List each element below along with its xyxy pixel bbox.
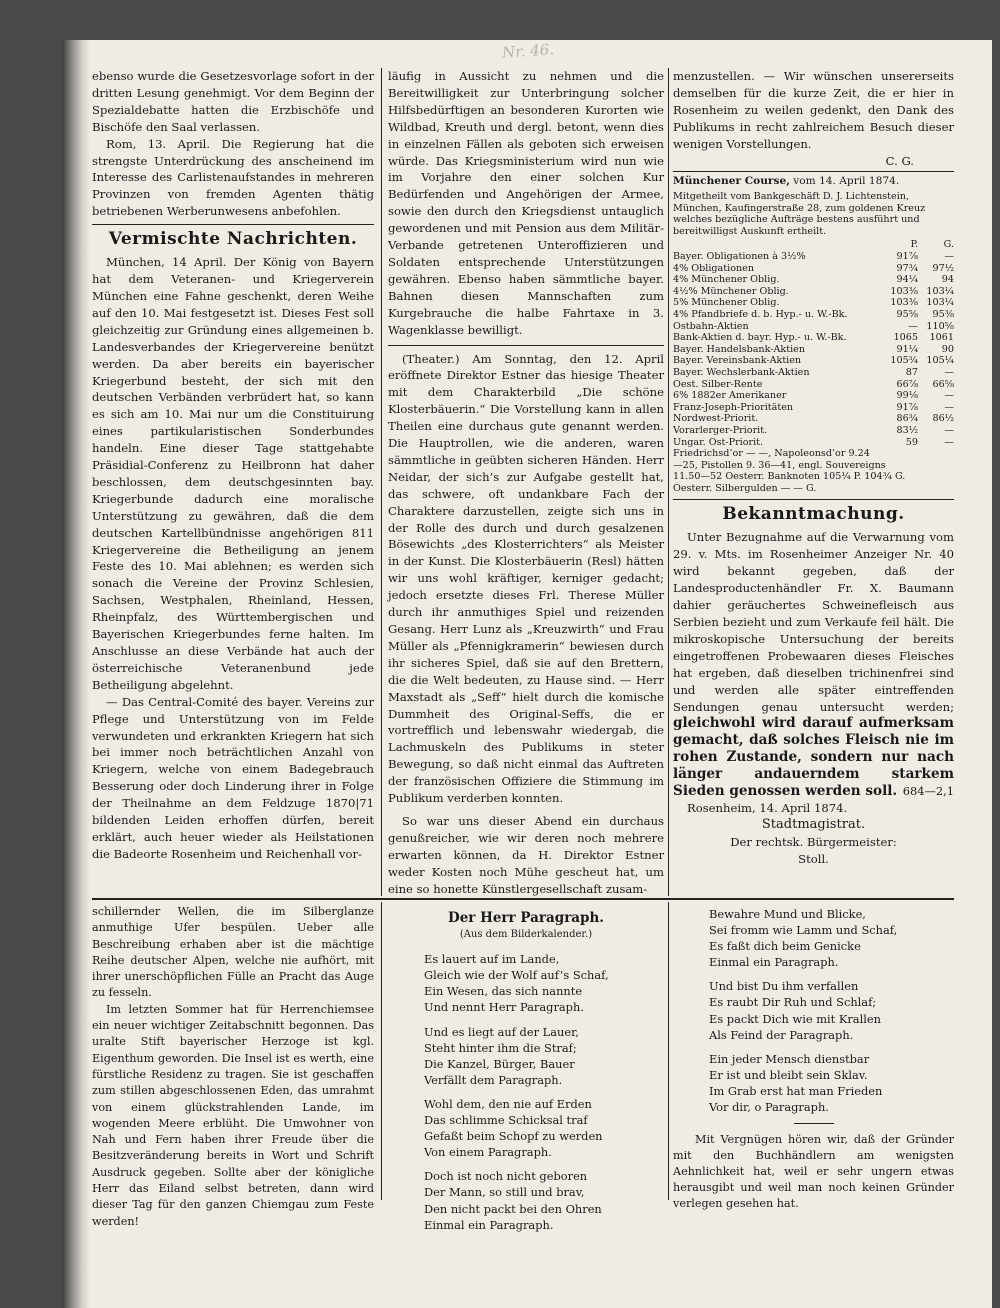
poem-line: Und nennt Herr Paragraph. [424,1000,584,1015]
column-2 [388,68,664,896]
money-line: —25, Pistollen 9. 36—41, engl. Souvereigns [673,459,886,471]
chiemsee-article: Im letzten Sommer hat für Herrenchiemsee ein neuer wichtiger Zeitabschnitt begonnen. Das uralte Stift bayerischer Herzoge ist kgl. Eigenthum geworden. Die Insel ist es werth, eine fürstliche Residenz zu tragen. Sie ist geschaffen zum stillen abgeschlossenen Eden, das umrahmt von einem glückstrahlenden Lande, im wogenden Meere erblüht. Die Umwohner von Nah und Fern haben ihrer Freude über die Besitzveränderung bereits in Wort und Schrift Ausdruck gegeben. Sollte aber der königliche Herr das Eiland selbst betreten, dann wird dieser Tag für den ganzen Chiemgau zum Feste werden! [92,1002,374,1228]
stock-price-paper: 66⅞ [896,378,918,390]
stock-name: Nordwest-Priorit. [673,413,759,425]
stock-price-money: — [944,424,954,436]
poem-continuation-column [673,906,954,1211]
announcement-date: Rosenheim, 14. April 1874. [687,801,848,816]
stock-price-paper: 91¼ [896,343,918,355]
stock-quote-row [673,286,954,298]
poem-line: Es raubt Dir Ruh und Schlaf; [709,995,877,1010]
stock-price-money: 110⅝ [926,320,954,332]
poem-line: Es packt Dich wie mit Krallen [709,1011,881,1026]
poem-line: Die Kanzel, Bürger, Bauer [424,1056,575,1071]
bottom-column-1 [92,904,374,1228]
stock-price-money: 1061 [929,332,954,344]
article-muenchen: München, 14 April. Der König von Bayern hat dem Veteranen- und Kriegerverein München eine Fahne geschenkt, deren Weihe auf den 10. Mai festgesetzt ist. Dieses Fest soll gleichzeitig zur Gründung eines allgemeinen b. Landesverbandes der Kriegervereine benützt werden. Da aber bereits ein bayerischer Kriegerbund besteht, der sich mit den deutschen Verbänden verbrüdert hat, so kann es sich am 10. Mai nur um die Constituirung eines partikularistischen Sonderbundes handeln. Eine dieser Tage stattgehabte Präsidial-Conferenz zu Heilbronn hat daher beschlossen, dem deutschgesinnten bay. Kriegerbunde dadurch eine moralische Unterstützung zu gewähren, daß die dem deutschen Kartellbündnisse angehörigen 811 Kriegervereine die Betheiligung an jenem Feste des 10. Mai ablehnen; es werden sich sonach die Vereine der Provinz Schlesien, Sachsen, Westphalen, Rheinland, Hessen, Rheinpfalz, des Württembergischen und Bayerischen Kriegerbundes ferne halten. Im Anschlusse an diese Verbände hat auch der österreichische Veteranenbund jede Betheiligung abgelehnt. [92,255,374,692]
poem-line: Ein Wesen, das sich nannte [424,984,583,999]
horizontal-rule [92,898,954,900]
stock-name: 6% 1882er Amerikaner [673,390,787,402]
stock-price-paper: 94¼ [896,274,918,286]
column-rule-2 [668,68,669,896]
section-title: Vermischte Nachrichten. [108,229,358,250]
article-rom: Rom, 13. April. Die Regierung hat die strengste Unterdrückung des anscheinend im Interesse des Carlistenaufstandes in mehreren Provinzen von fremden Agenten thätig betriebenen Werberunwesens anbefohlen. [92,136,374,219]
stock-price-paper: 91⅞ [896,401,918,413]
poem-title: Der Herr Paragraph. [447,910,605,926]
stock-quote-row [673,344,954,356]
stock-name: Ungar. Ost-Priorit. [673,436,764,448]
stock-price-paper: 83½ [896,424,918,436]
poem-line: Wohl dem, den nie auf Erden [424,1096,592,1111]
stock-price-money: — [944,436,954,448]
poem-stanza [709,1051,954,1115]
stock-quote-row [673,379,954,391]
poem-line: Gefaßt beim Schopf zu werden [424,1129,603,1144]
stock-quote-row [673,321,954,333]
gruender-note: Mit Vergnügen hören wir, daß der Gründer mit den Buchhändlern am wenigsten Aehnlichkeit hat, weil er sehr ungern etwas herausgibt und weil man noch keinen Gründer verlegen gesehen hat. [673,1133,954,1211]
binding-edge [62,40,90,1308]
stock-name: 4% Obligationen [673,262,755,274]
stock-price-paper: 59 [905,436,918,448]
poem-line: Von einem Paragraph. [424,1145,552,1160]
stock-quote-row [673,274,954,286]
announcement-body: Unter Bezugnahme auf die Verwarnung vom 29. v. Mts. im Rosenheimer Anzeiger Nr. 40 wird bekannt gegeben, daß der Landesproductenhändler Fr. X. Baumann dahier geräuchertes Schweinefleisch aus Serbien bezieht und zum Verkaufe feil hält. Die mikroskopische Untersuchung der bereits eingetroffenen Probewaaren dieses Fleisches hat ergeben, daß dieselben trichinenfrei sind und werden alle später eintreffenden Sendungen genau untersucht werden; gleichwohl wird darauf aufmerksam gemacht, daß solches Fleisch nie im rohen Zustande, sondern nur nach länger andauerndem starkem Sieden genossen werden soll. [673,530,954,800]
poem-stanza [424,1024,664,1088]
poem-stanza [424,951,664,1015]
stock-price-money: 86½ [932,413,954,425]
poem-column [388,910,664,1232]
poem-line: Im Grab erst hat man Frieden [709,1083,883,1098]
poem-line: Bewahre Mund und Blicke, [709,907,866,921]
stock-price-money: 103¼ [926,297,954,309]
poem-stanza [709,978,954,1042]
poem-line: Einmal ein Paragraph. [709,955,839,970]
stock-price-paper: 103⅜ [890,285,918,297]
article-theater: (Theater.) Am Sonntag, den 12. April eröffnete Direktor Estner das hiesige Theater mit dem Charakterbild „Die schöne Klosterbäuerin.“ Die Vorstellung kann in allen Theilen eine durchaus gute genannt werden. Die Hauptrollen, wie die anderen, waren sämmtliche in geübten sicheren Händen. Herr Neidar, der sich’s zur Aufgabe gestellt hat, das schwere, oft undankbare Fach der Charaktere darzustellen, zeigte sich uns in der Rolle des durch und durch gesalzenen Bösewichts „des Klosterrichters“ als Meister in der Kunst. Die Klosterbäuerin (Resl) hätten wir uns wohl kräftiger, kerniger gedacht; jedoch ersetzte dieses Frl. Therese Müller durch ihr anmuthiges Spiel und reizenden Gesang. Herr Lunz als „Kreuzwirth“ und Frau Müller als „Pfennigkramerin“ bewiesen durch ihr sicheres Spiel, daß sie auf den Brettern, die die Welt bedeuten, zu Hause sind. — Herr Maxstadt als „Seff“ hielt durch die komische Dummheit des Original-Seffs, die er vortrefflich und lebenswahr wiedergab, die Lachmuskeln des Publikums in steter Bewegung, so daß nicht einmal das Auftreten der französischen Offiziere die Stimmung im Publikum verderben konnten. [388,351,664,806]
stock-price-paper: 105¾ [890,355,918,367]
newspaper-page [62,40,992,1308]
stock-name: 4½% Münchener Oblig. [673,285,789,297]
bottom-column-rule-2 [668,902,669,1200]
stock-price-money: 94 [941,274,954,286]
stock-name: Bayer. Obligationen à 3½% [673,251,806,262]
announcement-reference: 684—2,1 [902,784,954,799]
poem-line: Vor dir, o Paragraph. [709,1100,829,1115]
stock-quote-row [673,251,954,263]
stock-name: Bayer. Handelsbank-Aktien [673,343,806,355]
stock-quote-row [673,367,954,379]
stock-quotes-rows [673,251,954,448]
column-3 [673,68,954,896]
poem-line: Es faßt dich beim Genicke [709,939,861,954]
section-divider [92,224,374,225]
article-continuation: läufig in Aussicht zu nehmen und die Bereitwilligkeit zur Unterbringung solcher Hilfsbedürftigen an besonderen Kurorten wie Wildbad, Kreuth und dergl. betont, wenn dies in einzelnen Fällen als geboten sich erweisen würde. Das Kriegsministerium wird nun wie im Vorjahre den einer solchen Kur Bedürfenden und Angehörigen der Armee, sowie den durch den Kriegsdienst untauglich gewordenen und mit Pension aus dem Militär-Verbande getretenen Unteroffizieren und Soldaten entsprechende Unterstützungen gewähren. Ebenso haben sämmtliche bayer. Bahnen diesen Mannschaften zum Kurgebrauche die halbe Fahrtaxe in 3. Wagenklasse bewilligt. [388,69,664,337]
stock-quote-row [673,425,954,437]
stock-price-money: — [944,366,954,378]
article-divider [388,345,664,346]
stock-quotes-title: Münchener Course, vom 14. April 1874. [673,175,900,188]
stock-price-paper: 103⅜ [890,297,918,309]
stock-price-money: 105¼ [926,355,954,367]
poem-line: Und bist Du ihm verfallen [709,979,859,994]
stock-quotes [673,176,954,494]
stock-price-money: — [944,390,954,402]
column-rule-1 [381,68,382,896]
stock-price-money: 103¼ [926,285,954,297]
poem-stanza [424,1096,664,1160]
stock-name: 4% Pfandbriefe d. b. Hyp.- u. W.-Bk. [673,308,848,320]
poem-line: Und es liegt auf der Lauer, [424,1024,579,1039]
poem-line: Den nicht packt bei den Ohren [424,1201,602,1216]
stock-price-money: 95⅜ [932,308,954,320]
stock-price-paper: 99⅛ [896,390,918,402]
stock-quote-row [673,437,954,449]
stock-name: Bayer. Vereinsbank-Aktien [673,355,802,367]
poem-continuation [673,906,954,1115]
stock-quote-row [673,355,954,367]
poem-line: Es lauert auf im Lande, [424,952,560,967]
article-central-comite: — Das Central-Comité des bayer. Vereins zur Pflege und Unterstützung von im Felde verwundeten und erkrankten Kriegern hat sich bei immer noch beträchtlichen Anzahl von Kriegern, welche von einem Badegebrauch Besserung oder doch Linderung ihrer in Folge der Theilnahme an dem Feldzuge 1870|71 bildenden Leiden erhoffen dürfen, bereit erklärt, auch heuer wieder als Heilstationen die Badeorte Rosenheim und Reichenhall vor- [92,694,374,861]
bottom-column-rule-1 [381,902,382,1200]
poem-line: Ein jeder Mensch dienstbar [709,1051,870,1066]
course-divider [673,171,954,172]
poem-line: Das schlimme Schicksal traf [424,1113,588,1128]
poem-line: Steht hinter ihm die Straf; [424,1040,577,1055]
announcement-mayor: Der rechtsk. Bürgermeister: [730,835,897,850]
money-line: 11.50—52 Oesterr. Banknoten 105¼ P. 104¾ G. [673,471,906,483]
stock-name: 5% Münchener Oblig. [673,297,780,309]
money-line: Friedrichsd’or — —, Napoleonsd’or 9.24 [673,448,870,460]
stock-name: Bank-Aktien d. bayr. Hyp.- u. W.-Bk. [673,332,847,344]
poem-line: Verfällt dem Paragraph. [424,1072,563,1087]
stock-price-paper: 91⅞ [896,251,918,262]
poem-line: Sei fromm wie Lamm und Schaf, [709,923,898,938]
poem-stanza [709,906,954,970]
announcement-divider [673,499,954,500]
poem-subtitle: (Aus dem Bilderkalender.) [459,929,593,941]
stock-price-paper: 87 [905,366,918,378]
stock-quotes-intro: Mitgetheilt vom Bankgeschäft D. J. Lichtenstein, München, Kaufingerstraße 28, zum goldenen Kreuz welches bezügliche Aufträge bestens ausführt und bereitwilligst Auskunft ertheilt. [673,191,926,237]
poem-line: Einmal ein Paragraph. [424,1217,554,1232]
stock-name: Oest. Silber-Rente [673,378,763,390]
poem-line: Als Feind der Paragraph. [709,1027,854,1042]
article-continuation: menzustellen. — Wir wünschen unsererseits demselben für die kurze Zeit, die er hier in Rosenheim zu weilen gedenkt, den Dank des Publikums in recht zahlreichem Besuch dieser wenigen Vorstellungen. [673,69,954,151]
announcement-authority: Stadtmagistrat. [761,817,866,833]
stock-name: Vorarlerger-Priorit. [673,424,768,436]
stock-quote-row [673,263,954,275]
stock-price-money: 66⅝ [932,378,954,390]
chiemsee-continuation: schillernder Wellen, die im Silberglanze anmuthige Ufer bespülen. Ueber alle Beschreibung erhaben aber ist die mächtige Reihe deutscher Alpen, welche nie aufhört, mit ihrer unerschöpflichen Fülle an Pracht das Auge zu fesseln. [92,905,374,1000]
poem-body [388,951,664,1233]
poem-line: Gleich wie der Wolf auf’s Schaf, [424,968,609,983]
announcement-title: Bekanntmachung. [722,504,905,525]
poem-line: Der Mann, so still und brav, [424,1185,585,1200]
poem-end-rule [794,1123,834,1124]
stock-price-money: — [944,401,954,413]
stock-name: Ostbahn-Aktien [673,320,749,332]
money-line: Oesterr. Silbergulden — — G. [673,482,817,494]
stock-price-money: 90 [941,343,954,355]
stock-price-money: — [944,251,954,262]
poem-stanza [424,1168,664,1232]
stock-price-paper: 1065 [893,332,918,344]
stock-price-paper: 97¾ [896,262,918,274]
stock-quote-row [673,332,954,344]
stock-price-paper: 95⅝ [896,308,918,320]
stock-quote-row [673,413,954,425]
poem-line: Doch ist noch nicht geboren [424,1169,588,1184]
stock-name: 4% Münchener Oblig. [673,274,780,286]
stock-price-paper: — [908,320,918,332]
stock-name: Franz-Joseph-Prioritäten [673,401,794,413]
article-theater-end: So war uns dieser Abend ein durchaus genußreicher, wie wir deren noch mehrere erwarten können, da H. Direktor Estner weder Kosten noch Mühe gescheut hat, um eine so honette Künstlergesellschaft zusam- [388,813,664,896]
page-stamp: Nr. 46. [501,40,555,62]
poem-line: Er ist und bleibt sein Sklav. [709,1067,868,1082]
column-1 [92,68,374,896]
stock-quote-row [673,402,954,414]
announcement-name: Stoll. [798,852,829,867]
signature: C. G. [885,153,914,168]
stock-quote-row [673,297,954,309]
stock-quotes-header: P. G. [910,239,954,251]
stock-quote-row [673,390,954,402]
stock-price-paper: 86¾ [896,413,918,425]
stock-quote-row [673,309,954,321]
stock-price-money: 97½ [932,262,954,274]
article-continuation: ebenso wurde die Gesetzesvorlage sofort in der dritten Lesung genehmigt. Vor dem Beginn der Spezialdebatte hatten die Erzbischöfe und Bischöfe den Saal verlassen. [92,69,374,134]
stock-name: Bayer. Wechslerbank-Aktien [673,366,810,378]
